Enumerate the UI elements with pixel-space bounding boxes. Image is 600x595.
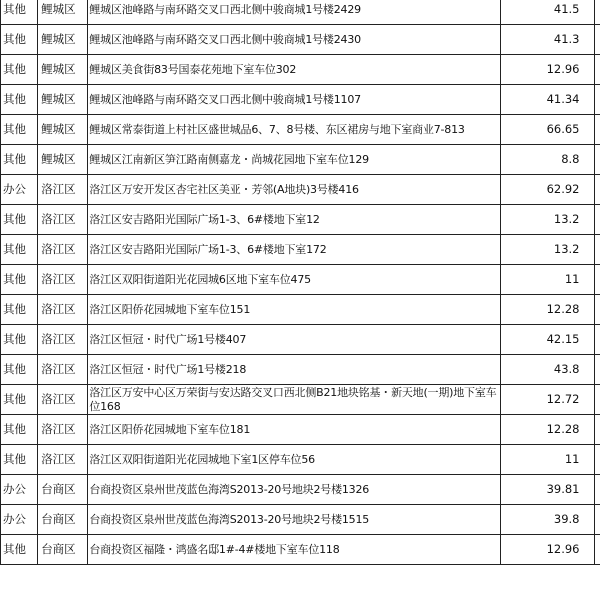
district-cell: 洛江区 (38, 415, 88, 445)
area-cell: 13.2 (500, 235, 594, 265)
table-row (1, 325, 600, 355)
table-row (1, 475, 600, 505)
table-edge-cell (594, 295, 600, 325)
table-row (1, 175, 600, 205)
type-cell: 其他 (1, 55, 38, 85)
district-cell: 台商区 (38, 475, 88, 505)
area-cell: 66.65 (500, 115, 594, 145)
district-cell: 洛江区 (38, 265, 88, 295)
type-cell: 其他 (1, 205, 38, 235)
address-cell: 台商投资区福隆・鸿盛名邸1#-4#楼地下室车位118 (88, 535, 500, 565)
address-cell: 洛江区双阳街道阳光花园城地下室1区停车位56 (88, 445, 500, 475)
type-cell: 其他 (1, 0, 38, 25)
type-cell: 其他 (1, 265, 38, 295)
table-edge-cell (594, 445, 600, 475)
district-cell: 鲤城区 (38, 25, 88, 55)
table-edge-cell (594, 415, 600, 445)
address-cell: 鲤城区美食街83号国泰花苑地下室车位302 (88, 55, 500, 85)
table-edge-cell (594, 235, 600, 265)
table-edge-cell (594, 55, 600, 85)
address-cell: 台商投资区泉州世茂蓝色海湾S2013-20号地块2号楼1326 (88, 475, 500, 505)
table-row (1, 295, 600, 325)
table-row (1, 505, 600, 535)
address-cell: 洛江区阳侨花园城地下室车位151 (88, 295, 500, 325)
area-cell: 39.8 (500, 505, 594, 535)
type-cell: 其他 (1, 235, 38, 265)
table-row (1, 115, 600, 145)
type-cell: 其他 (1, 25, 38, 55)
district-cell: 洛江区 (38, 235, 88, 265)
area-cell: 12.96 (500, 535, 594, 565)
address-cell: 洛江区万安中心区万荣街与安达路交叉口西北侧B21地块铭基・新天地(一期)地下室车位168 (88, 385, 500, 415)
type-cell: 其他 (1, 115, 38, 145)
table-edge-cell (594, 355, 600, 385)
district-cell: 台商区 (38, 505, 88, 535)
area-cell: 12.28 (500, 295, 594, 325)
type-cell: 办公 (1, 505, 38, 535)
type-cell: 其他 (1, 385, 38, 415)
address-cell: 洛江区万安开发区杏宅社区美亚・芳邻(A地块)3号楼416 (88, 175, 500, 205)
district-cell: 台商区 (38, 535, 88, 565)
table-edge-cell (594, 205, 600, 235)
property-table-body (1, 0, 600, 565)
table-edge-cell (594, 535, 600, 565)
table-row (1, 385, 600, 415)
type-cell: 其他 (1, 355, 38, 385)
type-cell: 其他 (1, 325, 38, 355)
table-row (1, 415, 600, 445)
address-cell: 鲤城区池峰路与南环路交叉口西北侧中骏商城1号楼2430 (88, 25, 500, 55)
table-edge-cell (594, 175, 600, 205)
area-cell: 41.3 (500, 25, 594, 55)
area-cell: 12.28 (500, 415, 594, 445)
type-cell: 办公 (1, 175, 38, 205)
area-cell: 8.8 (500, 145, 594, 175)
address-cell: 鲤城区江南新区笋江路南侧嘉龙・尚城花园地下室车位129 (88, 145, 500, 175)
area-cell: 39.81 (500, 475, 594, 505)
district-cell: 洛江区 (38, 445, 88, 475)
table-row (1, 235, 600, 265)
area-cell: 11 (500, 265, 594, 295)
address-cell: 洛江区双阳街道阳光花园城6区地下室车位475 (88, 265, 500, 295)
type-cell: 其他 (1, 415, 38, 445)
table-row (1, 25, 600, 55)
table-edge-cell (594, 325, 600, 355)
table-edge-cell (594, 145, 600, 175)
table-edge-cell (594, 265, 600, 295)
district-cell: 洛江区 (38, 175, 88, 205)
table-edge-cell (594, 85, 600, 115)
table-row (1, 85, 600, 115)
district-cell: 洛江区 (38, 355, 88, 385)
address-cell: 洛江区恒冠・时代广场1号楼218 (88, 355, 500, 385)
area-cell: 42.15 (500, 325, 594, 355)
district-cell: 洛江区 (38, 325, 88, 355)
table-edge-cell (594, 475, 600, 505)
table-row (1, 55, 600, 85)
table-row (1, 145, 600, 175)
table-row (1, 265, 600, 295)
table-edge-cell (594, 385, 600, 415)
district-cell: 鲤城区 (38, 115, 88, 145)
district-cell: 鲤城区 (38, 0, 88, 25)
address-cell: 洛江区安吉路阳光国际广场1-3、6#楼地下室12 (88, 205, 500, 235)
district-cell: 洛江区 (38, 295, 88, 325)
district-cell: 鲤城区 (38, 55, 88, 85)
address-cell: 鲤城区池峰路与南环路交叉口西北侧中骏商城1号楼2429 (88, 0, 500, 25)
type-cell: 其他 (1, 145, 38, 175)
address-cell: 洛江区阳侨花园城地下室车位181 (88, 415, 500, 445)
address-cell: 洛江区恒冠・时代广场1号楼407 (88, 325, 500, 355)
table-row (1, 355, 600, 385)
area-cell: 41.5 (500, 0, 594, 25)
type-cell: 其他 (1, 85, 38, 115)
table-row (1, 535, 600, 565)
area-cell: 62.92 (500, 175, 594, 205)
type-cell: 其他 (1, 445, 38, 475)
type-cell: 其他 (1, 295, 38, 325)
district-cell: 洛江区 (38, 385, 88, 415)
table-row (1, 0, 600, 25)
table-edge-cell (594, 505, 600, 535)
district-cell: 洛江区 (38, 205, 88, 235)
table-edge-cell (594, 115, 600, 145)
area-cell: 13.2 (500, 205, 594, 235)
area-cell: 12.72 (500, 385, 594, 415)
type-cell: 其他 (1, 535, 38, 565)
address-cell: 鲤城区常泰街道上村社区盛世城品6、7、8号楼、东区裙房与地下室商业7-813 (88, 115, 500, 145)
table-edge-cell (594, 0, 600, 25)
area-cell: 43.8 (500, 355, 594, 385)
address-cell: 鲤城区池峰路与南环路交叉口西北侧中骏商城1号楼1107 (88, 85, 500, 115)
area-cell: 12.96 (500, 55, 594, 85)
address-cell: 洛江区安吉路阳光国际广场1-3、6#楼地下室172 (88, 235, 500, 265)
district-cell: 鲤城区 (38, 145, 88, 175)
table-row (1, 445, 600, 475)
table-edge-cell (594, 25, 600, 55)
district-cell: 鲤城区 (38, 85, 88, 115)
type-cell: 办公 (1, 475, 38, 505)
table-row (1, 205, 600, 235)
area-cell: 41.34 (500, 85, 594, 115)
area-cell: 11 (500, 445, 594, 475)
address-cell: 台商投资区泉州世茂蓝色海湾S2013-20号地块2号楼1515 (88, 505, 500, 535)
